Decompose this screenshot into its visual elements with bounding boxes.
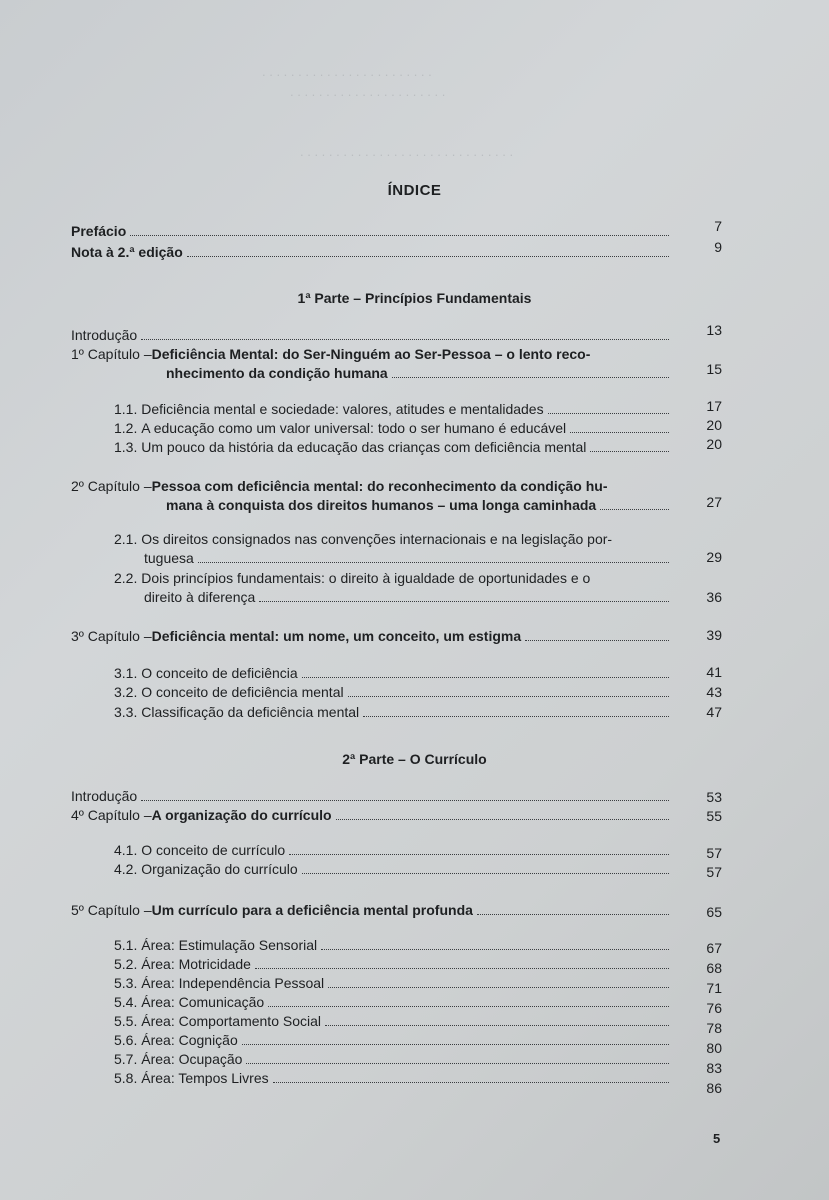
page-number: 76: [706, 1000, 722, 1016]
page-number: 29: [706, 549, 722, 565]
dot-leader: [590, 439, 669, 452]
toc-chapter-5: 5º Capítulo – Um currículo para a deficiência mental profunda: [71, 902, 673, 919]
toc-entry-3-2: 3.2. O conceito de deficiência mental: [114, 684, 673, 701]
dot-leader: [273, 1070, 669, 1083]
toc-chapter-2-line1: 2º Capítulo – Pessoa com deficiência mental: do reconhecimento da condição hu-: [71, 478, 608, 494]
toc-chapter-4: 4º Capítulo – A organização do currículo: [71, 807, 673, 824]
toc-entry-1-1: 1.1. Deficiência mental e sociedade: valores, atitudes e mentalidades: [114, 401, 673, 418]
page-number: 47: [706, 704, 722, 720]
toc-chapter-1-line2: nhecimento da condição humana: [166, 365, 673, 382]
dot-leader: [392, 365, 669, 378]
toc-entry-5-4: 5.4. Área: Comunicação: [114, 994, 673, 1011]
page-number: 55: [706, 808, 722, 824]
toc-entry-2-2-line1: 2.2. Dois princípios fundamentais: o direito à igualdade de oportunidades e o: [114, 570, 591, 586]
page-number: 86: [706, 1080, 722, 1096]
toc-entry-5-8: 5.8. Área: Tempos Livres: [114, 1070, 673, 1087]
toc-entry-1-2: 1.2. A educação como um valor universal: todo o ser humano é educável: [114, 420, 673, 437]
dot-leader: [548, 401, 669, 414]
dot-leader: [141, 327, 669, 340]
toc-entry-introducao: Introdução: [71, 327, 673, 344]
toc-entry-1-3: 1.3. Um pouco da história da educação das crianças com deficiência mental: [114, 439, 673, 456]
toc-entry-5-5: 5.5. Área: Comportamento Social: [114, 1013, 673, 1030]
part-heading: 2ª Parte – O Currículo: [342, 751, 487, 767]
dot-leader: [363, 704, 669, 717]
page-number: 20: [706, 417, 722, 433]
toc-entry-2-1-line2: tuguesa: [144, 550, 673, 567]
page-folio: 5: [713, 1131, 721, 1146]
page-number: 7: [714, 218, 722, 234]
page-number: 53: [706, 789, 722, 805]
page-number: 36: [706, 589, 722, 605]
page-number: 67: [706, 940, 722, 956]
page-number: 57: [706, 845, 722, 861]
page-number: 9: [714, 239, 722, 255]
page-number: 83: [706, 1060, 722, 1076]
page-number: 71: [706, 980, 722, 996]
dot-leader: [336, 807, 669, 820]
show-through-text: . . . . . . . . . . . . . . . . . . . . . . . . . . . . . .: [300, 144, 514, 159]
toc-entry-5-2: 5.2. Área: Motricidade: [114, 956, 673, 973]
dot-leader: [198, 550, 669, 563]
page-number: 68: [706, 960, 722, 976]
dot-leader: [302, 665, 669, 678]
dot-leader: [525, 628, 669, 641]
dot-leader: [255, 956, 669, 969]
page-number: 27: [706, 494, 722, 510]
page-number: 20: [706, 436, 722, 452]
page-number: 39: [706, 627, 722, 643]
dot-leader: [600, 497, 669, 510]
toc-chapter-3: 3º Capítulo – Deficiência mental: um nome, um conceito, um estigma: [71, 628, 673, 645]
dot-leader: [268, 994, 669, 1007]
toc-entry-introducao-2: Introdução: [71, 788, 673, 805]
show-through-text: . . . . . . . . . . . . . . . . . . . . . .: [290, 84, 446, 99]
page-number: 43: [706, 684, 722, 700]
toc-entry-5-3: 5.3. Área: Independência Pessoal: [114, 975, 673, 992]
toc-entry-5-7: 5.7. Área: Ocupação: [114, 1051, 673, 1068]
page-number: 15: [706, 361, 722, 377]
page-number: 57: [706, 864, 722, 880]
toc-entry-nota: Nota à 2.ª edição: [71, 244, 673, 261]
dot-leader: [321, 937, 669, 950]
dot-leader: [242, 1032, 669, 1045]
page-number: 41: [706, 664, 722, 680]
toc-entry-3-1: 3.1. O conceito de deficiência: [114, 665, 673, 682]
toc-entry-4-1: 4.1. O conceito de currículo: [114, 842, 673, 859]
dot-leader: [477, 902, 669, 915]
dot-leader: [187, 244, 669, 257]
show-through-text: . . . . . . . . . . . . . . . . . . . . . . . .: [262, 64, 432, 79]
dot-leader: [325, 1013, 669, 1026]
dot-leader: [348, 684, 669, 697]
page-title: ÍNDICE: [387, 182, 442, 199]
dot-leader: [130, 223, 669, 236]
toc-entry-prefacio: Prefácio: [71, 223, 673, 240]
dot-leader: [246, 1051, 669, 1064]
toc-entry-2-2-line2: direito à diferença: [144, 589, 673, 606]
page-number: 13: [706, 322, 722, 338]
page-number: 78: [706, 1020, 722, 1036]
toc-chapter-2-line2: mana à conquista dos direitos humanos – uma longa caminhada: [166, 497, 673, 514]
toc-entry-5-6: 5.6. Área: Cognição: [114, 1032, 673, 1049]
page-number: 80: [706, 1040, 722, 1056]
page-number: 17: [706, 398, 722, 414]
page-number: 65: [706, 904, 722, 920]
dot-leader: [259, 589, 669, 602]
toc-entry-2-1-line1: 2.1. Os direitos consignados nas convenções internacionais e na legislação por-: [114, 531, 613, 547]
dot-leader: [141, 788, 669, 801]
dot-leader: [289, 842, 669, 855]
dot-leader: [570, 420, 669, 433]
toc-entry-5-1: 5.1. Área: Estimulação Sensorial: [114, 937, 673, 954]
part-heading: 1ª Parte – Princípios Fundamentais: [297, 290, 532, 306]
dot-leader: [328, 975, 669, 988]
toc-entry-3-3: 3.3. Classificação da deficiência mental: [114, 704, 673, 721]
toc-entry-4-2: 4.2. Organização do currículo: [114, 861, 673, 878]
dot-leader: [302, 861, 669, 874]
toc-chapter-1-line1: 1º Capítulo – Deficiência Mental: do Ser-Ninguém ao Ser-Pessoa – o lento reco-: [71, 346, 591, 362]
